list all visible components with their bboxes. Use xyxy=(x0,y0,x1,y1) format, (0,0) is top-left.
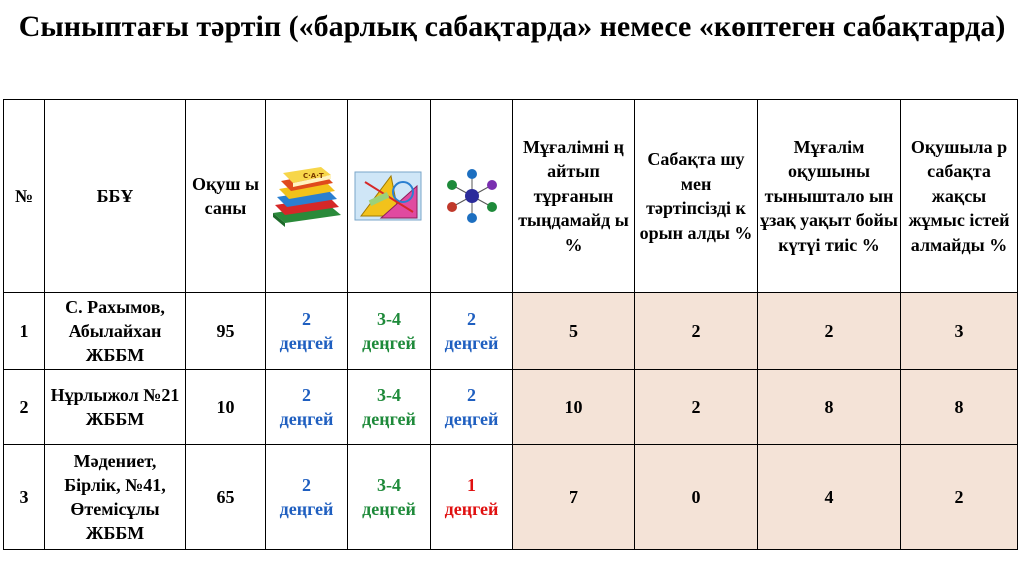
header-books-icon-cell xyxy=(266,100,348,293)
table-row xyxy=(4,293,1018,370)
header-num: № xyxy=(4,100,45,293)
geometry-tools-icon xyxy=(350,166,428,226)
level-geometry: 3-4 деңгей xyxy=(348,445,431,550)
header-row xyxy=(4,100,1018,293)
books-icon xyxy=(268,163,345,229)
table-row xyxy=(4,445,1018,550)
value-teacher-waits: 4 xyxy=(758,445,901,550)
table-row xyxy=(4,370,1018,445)
level-chemistry: 2 деңгей xyxy=(431,293,513,370)
value-teacher-waits: 8 xyxy=(758,370,901,445)
student-count: 10 xyxy=(186,370,266,445)
row-num: 2 xyxy=(4,370,45,445)
header-chemistry-icon-cell xyxy=(431,100,513,293)
header-col-not-listening: Мұғалімні ң айтып тұрғанын тыңдамайд ы % xyxy=(513,100,635,293)
value-not-listening: 10 xyxy=(513,370,635,445)
level-chemistry: 2 деңгей xyxy=(431,370,513,445)
value-noise: 2 xyxy=(635,370,758,445)
svg-text:C·A·T: C·A·T xyxy=(302,172,324,180)
value-teacher-waits: 2 xyxy=(758,293,901,370)
value-not-listening: 5 xyxy=(513,293,635,370)
header-col-teacher-waits: Мұғалім оқушыны тыныштало ын ұзақ уақыт бойы күтүі тиіс % xyxy=(758,100,901,293)
header-school: ББҰ xyxy=(45,100,186,293)
discipline-table xyxy=(3,99,1018,550)
level-books: 2 деңгей xyxy=(266,293,348,370)
value-cannot-work: 8 xyxy=(901,370,1018,445)
school-name: С. Рахымов, Абылайхан ЖББМ xyxy=(45,293,186,370)
level-geometry: 3-4 деңгей xyxy=(348,293,431,370)
header-geometry-icon-cell xyxy=(348,100,431,293)
student-count: 95 xyxy=(186,293,266,370)
header-col-cannot-work: Оқушыла р сабақта жақсы жұмыс істей алмайды % xyxy=(901,100,1018,293)
value-cannot-work: 2 xyxy=(901,445,1018,550)
value-noise: 0 xyxy=(635,445,758,550)
student-count: 65 xyxy=(186,445,266,550)
school-name: Нұрлыжол №21 ЖББМ xyxy=(45,370,186,445)
chemistry-molecule-icon xyxy=(433,166,510,226)
level-books: 2 деңгей xyxy=(266,370,348,445)
header-col-noise: Сабақта шу мен тәртіпсізді к орын алды % xyxy=(635,100,758,293)
header-students: Оқуш ы саны xyxy=(186,100,266,293)
value-cannot-work: 3 xyxy=(901,293,1018,370)
level-geometry: 3-4 деңгей xyxy=(348,370,431,445)
level-chemistry: 1 деңгей xyxy=(431,445,513,550)
row-num: 3 xyxy=(4,445,45,550)
level-books: 2 деңгей xyxy=(266,445,348,550)
page-title: Сыныптағы тәртіп («барлық сабақтарда» немесе «көптеген сабақтарда) xyxy=(18,10,1006,43)
value-noise: 2 xyxy=(635,293,758,370)
school-name: Мәдениет, Бірлік, №41, Өтемісұлы ЖББМ xyxy=(45,445,186,550)
value-not-listening: 7 xyxy=(513,445,635,550)
row-num: 1 xyxy=(4,293,45,370)
